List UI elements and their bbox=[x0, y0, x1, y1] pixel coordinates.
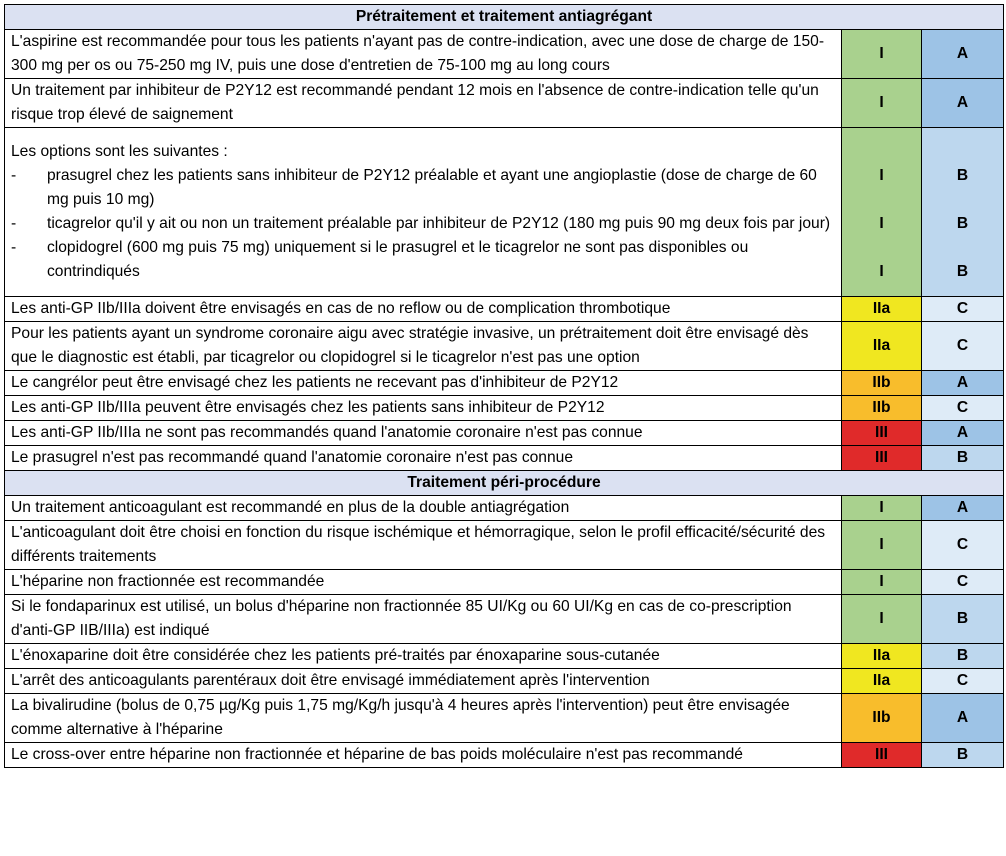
recommendation-text: L'héparine non fractionnée est recommandée bbox=[5, 570, 842, 595]
recommendation-row bbox=[5, 322, 1004, 371]
recommendation-row bbox=[5, 521, 1004, 570]
recommendation-text: Pour les patients ayant un syndrome coronaire aigu avec stratégie invasive, un prétraitement doit être envisagé dès que le diagnostic est établi, par ticagrelor ou clopidogrel si le ticagrelor n'est pas une option bbox=[5, 322, 842, 371]
option-text: ticagrelor qu'il y ait ou non un traitement préalable par inhibiteur de P2Y12 (180 mg puis 90 mg deux fois par jour) bbox=[47, 215, 831, 232]
recommendation-row bbox=[5, 669, 1004, 694]
option-class: I bbox=[879, 215, 884, 232]
recommendation-text: Le prasugrel n'est pas recommandé quand l'anatomie coronaire n'est pas connue bbox=[5, 446, 842, 471]
evidence-level: B bbox=[922, 743, 1004, 768]
recommendation-class: IIa bbox=[842, 322, 922, 371]
recommendations-table-body bbox=[5, 5, 1004, 768]
evidence-level: B bbox=[922, 446, 1004, 471]
recommendation-class: I bbox=[842, 570, 922, 595]
recommendation-text: Un traitement anticoagulant est recommandé en plus de la double antiagrégation bbox=[5, 496, 842, 521]
evidence-level bbox=[922, 128, 1004, 297]
option-item bbox=[11, 236, 835, 284]
option-item bbox=[11, 164, 835, 212]
recommendation-text: Le cangrélor peut être envisagé chez les patients ne recevant pas d'inhibiteur de P2Y12 bbox=[5, 371, 842, 396]
recommendation-class: I bbox=[842, 496, 922, 521]
option-class: I bbox=[879, 167, 884, 184]
recommendation-row bbox=[5, 30, 1004, 79]
recommendation-class bbox=[842, 128, 922, 297]
recommendation-class: IIa bbox=[842, 644, 922, 669]
evidence-level: A bbox=[922, 79, 1004, 128]
evidence-level: A bbox=[922, 496, 1004, 521]
recommendations-table bbox=[4, 4, 1004, 768]
recommendation-text: L'aspirine est recommandée pour tous les patients n'ayant pas de contre-indication, avec une dose de charge de 150-300 mg per os ou 75-250 mg IV, puis une dose d'entretien de 75-100 mg au long cours bbox=[5, 30, 842, 79]
class-spacer bbox=[848, 128, 915, 152]
recommendation-row bbox=[5, 371, 1004, 396]
evidence-level: A bbox=[922, 30, 1004, 79]
recommendation-row bbox=[5, 446, 1004, 471]
class-list bbox=[848, 128, 915, 296]
recommendation-class: IIb bbox=[842, 396, 922, 421]
recommendation-row bbox=[5, 570, 1004, 595]
recommendation-intro: Les options sont les suivantes : bbox=[11, 143, 228, 160]
recommendation-text: La bivalirudine (bolus de 0,75 µg/Kg puis 1,75 mg/Kg/h jusqu'à 4 heures après l'intervention) peut être envisagée comme alternative à l'héparine bbox=[5, 694, 842, 743]
recommendation-text: L'arrêt des anticoagulants parentéraux doit être envisagé immédiatement après l'intervention bbox=[5, 669, 842, 694]
recommendation-row bbox=[5, 128, 1004, 297]
recommendation-row bbox=[5, 743, 1004, 768]
level-spacer bbox=[928, 128, 997, 152]
evidence-level: A bbox=[922, 694, 1004, 743]
evidence-level: C bbox=[922, 669, 1004, 694]
recommendation-text: Si le fondaparinux est utilisé, un bolus d'héparine non fractionnée 85 UI/Kg ou 60 UI/Kg en cas de co-prescription d'anti-GP IIB/IIIa) est indiqué bbox=[5, 595, 842, 644]
recommendation-text: Les anti-GP IIb/IIIa peuvent être envisagés chez les patients sans inhibiteur de P2Y12 bbox=[5, 396, 842, 421]
option-class: I bbox=[879, 263, 884, 280]
section-header-row bbox=[5, 5, 1004, 30]
evidence-level: C bbox=[922, 570, 1004, 595]
recommendation-text: Les anti-GP IIb/IIIa doivent être envisagés en cas de no reflow ou de complication thrombotique bbox=[5, 297, 842, 322]
recommendation-text: Le cross-over entre héparine non fractionnée et héparine de bas poids moléculaire n'est pas recommandé bbox=[5, 743, 842, 768]
recommendation-class: III bbox=[842, 743, 922, 768]
recommendation-row bbox=[5, 421, 1004, 446]
recommendation-class: I bbox=[842, 595, 922, 644]
section-title: Traitement péri-procédure bbox=[5, 471, 1004, 496]
recommendation-class: I bbox=[842, 521, 922, 570]
evidence-level: B bbox=[922, 595, 1004, 644]
option-level: B bbox=[956, 263, 969, 280]
option-level: B bbox=[956, 215, 969, 232]
evidence-level: A bbox=[922, 421, 1004, 446]
recommendation-text: Les anti-GP IIb/IIIa ne sont pas recommandés quand l'anatomie coronaire n'est pas connue bbox=[5, 421, 842, 446]
recommendation-row bbox=[5, 595, 1004, 644]
evidence-level: C bbox=[922, 396, 1004, 421]
bullet-dash: - bbox=[11, 215, 17, 232]
recommendation-text bbox=[5, 128, 842, 297]
recommendation-row bbox=[5, 396, 1004, 421]
option-text: clopidogrel (600 mg puis 75 mg) uniquement si le prasugrel et le ticagrelor ne sont pas disponibles ou contrindiqués bbox=[47, 239, 749, 280]
recommendation-text: L'anticoagulant doit être choisi en fonction du risque ischémique et hémorragique, selon le profil efficacité/sécurité des différents traitements bbox=[5, 521, 842, 570]
recommendation-class: IIb bbox=[842, 371, 922, 396]
recommendation-class: I bbox=[842, 79, 922, 128]
evidence-level: B bbox=[922, 644, 1004, 669]
evidence-level: C bbox=[922, 521, 1004, 570]
option-text: prasugrel chez les patients sans inhibiteur de P2Y12 préalable et ayant une angioplastie (dose de charge de 60 mg puis 10 mg) bbox=[47, 167, 817, 208]
bullet-dash: - bbox=[11, 239, 17, 256]
option-item bbox=[11, 212, 835, 236]
recommendation-text: Un traitement par inhibiteur de P2Y12 est recommandé pendant 12 mois en l'absence de contre-indication telle qu'un risque trop élevé de saignement bbox=[5, 79, 842, 128]
recommendation-row bbox=[5, 694, 1004, 743]
bullet-dash: - bbox=[11, 167, 17, 184]
recommendation-class: III bbox=[842, 446, 922, 471]
evidence-level: C bbox=[922, 322, 1004, 371]
recommendation-class: IIa bbox=[842, 297, 922, 322]
recommendation-text: L'énoxaparine doit être considérée chez les patients pré-traités par énoxaparine sous-cutanée bbox=[5, 644, 842, 669]
recommendation-class: IIb bbox=[842, 694, 922, 743]
section-title: Prétraitement et traitement antiagrégant bbox=[5, 5, 1004, 30]
recommendation-row bbox=[5, 644, 1004, 669]
recommendation-class: III bbox=[842, 421, 922, 446]
recommendation-row bbox=[5, 496, 1004, 521]
section-header-row bbox=[5, 471, 1004, 496]
level-list bbox=[928, 128, 997, 296]
option-level: B bbox=[956, 167, 969, 184]
recommendation-class: I bbox=[842, 30, 922, 79]
recommendation-row bbox=[5, 297, 1004, 322]
evidence-level: C bbox=[922, 297, 1004, 322]
evidence-level: A bbox=[922, 371, 1004, 396]
recommendation-row bbox=[5, 79, 1004, 128]
recommendation-class: IIa bbox=[842, 669, 922, 694]
